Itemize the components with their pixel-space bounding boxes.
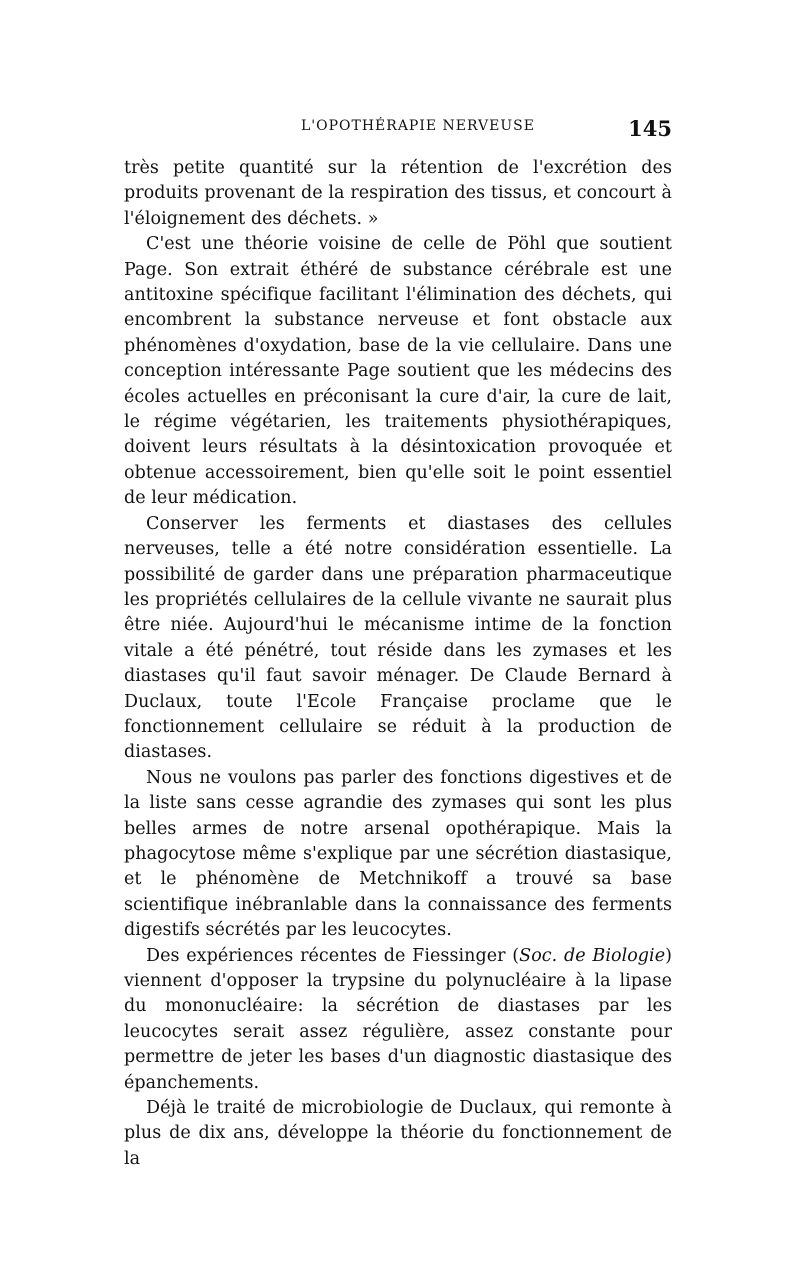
paragraph-zymases: Nous ne voulons pas parler des fonctions digestives et de la liste sans cesse agrandie des zymases qui sont les plus belles armes de notre arsenal opothérapique. Mais la phagocytose même s'explique par une sécrétion diastasique, et le phénomène de Metchnikoff a trouvé sa base scientifique inébranlable dans la connaissance des ferments digestifs sécrétés par les leucocytes.	[124, 767, 672, 941]
page-number: 145	[628, 116, 672, 141]
journal-citation: Soc. de Biologie	[519, 945, 666, 966]
paragraph-fiessinger	[124, 944, 672, 1096]
paragraph-duclaux: Déjà le traité de microbiologie de Duclaux, qui remonte à plus de dix ans, développe la théorie du fonctionnement de la	[124, 1098, 672, 1169]
paragraph-page-theory: C'est une théorie voisine de celle de Pöhl que soutient Page. Son extrait éthéré de substance cérébrale est une antitoxine spécifique facilitant l'élimination des déchets, qui encombrent la substance nerveuse et font obstacle aux phénomènes d'oxydation, base de la vie cellulaire. Dans une conception intéressante Page soutient que les médecins des écoles actuelles en préconisant la cure d'air, la cure de lait, le régime végétarien, les traitements physiothérapiques, doivent leurs résultats à la désintoxication provoquée et obtenue accessoirement, bien qu'elle soit le point essentiel de leur médication.	[124, 234, 672, 509]
paragraph-ferments: Conserver les ferments et diastases des cellules nerveuses, telle a été notre considération essentielle. La possibilité de garder dans une préparation pharmaceutique les propriétés cellulaires de la cellule vivante ne saurait plus être niée. Aujourd'hui le mécanisme intime de la fonction vitale a été pénétré, tout réside dans les zymases et les diastases qu'il faut savoir ménager. De Claude Bernard à Duclaux, toute l'Ecole Française proclame que le fonctionnement cellulaire se réduit à la production de diastases.	[124, 513, 672, 763]
paragraph-fiessinger-after: ) viennent d'opposer la trypsine du polynucléaire à la lipase du mononucléaire: la sécrétion de diastases par les leucocytes serait assez régulière, assez constante pour permettre de jeter les bases d'un diagnostic diastasique des épanchements.	[124, 945, 673, 1093]
paragraph-fiessinger-before: Des expériences récentes de Fiessinger (	[146, 945, 520, 966]
body-text	[124, 156, 672, 1172]
paragraph-continuation: très petite quantité sur la rétention de l'excrétion des produits provenant de la respiration des tissus, et concourt à l'éloignement des déchets. »	[124, 158, 672, 229]
book-page	[124, 116, 672, 1172]
page-header	[124, 116, 672, 142]
running-title: L'OPOTHÉRAPIE NERVEUSE	[300, 118, 535, 134]
